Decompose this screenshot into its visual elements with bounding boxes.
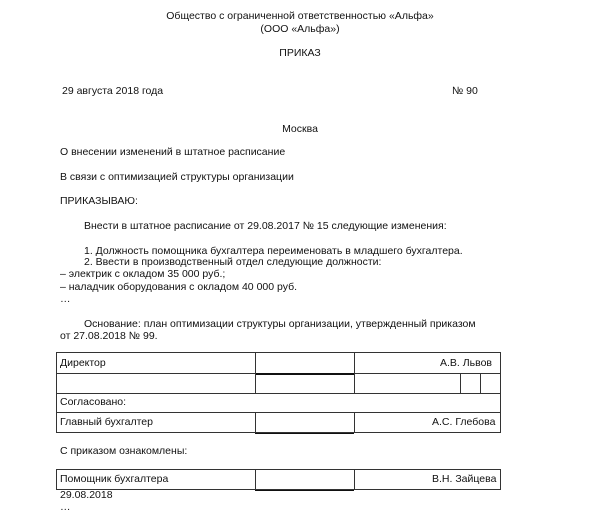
order-intro: Внести в штатное расписание от 29.08.2017 № 15 следующие изменения: (84, 220, 447, 232)
table-column-line (354, 352, 355, 393)
order-reason: В связи с оптимизацией структуры организации (60, 171, 294, 183)
document-type: ПРИКАЗ (279, 47, 321, 59)
director-name: А.В. Львов (440, 357, 492, 369)
order-number: № 90 (452, 85, 478, 97)
table-border-right (500, 352, 501, 432)
table-divider (56, 432, 501, 433)
table-border-right (500, 469, 501, 489)
table-column-line (480, 373, 481, 393)
table-border-top (56, 352, 501, 353)
assistant-date: 29.08.2018 (60, 489, 113, 501)
assistant-title: Помощник бухгалтера (60, 473, 169, 485)
assistant-name: В.Н. Зайцева (432, 473, 497, 485)
table-column-line (255, 469, 256, 489)
agreed-label: Согласовано: (60, 396, 127, 408)
chief-accountant-title: Главный бухгалтер (60, 416, 153, 428)
table-column-line (255, 352, 256, 393)
table-border-left (56, 352, 57, 432)
order-word: ПРИКАЗЫВАЮ: (60, 195, 138, 207)
chief-accountant-name: А.С. Глебова (432, 416, 496, 428)
table-divider (56, 412, 501, 413)
basis-line-2: от 27.08.2018 № 99. (60, 330, 158, 342)
company-full-name: Общество с ограниченной ответственностью «Альфа» (166, 10, 434, 22)
body-ellipsis: … (60, 293, 71, 305)
table-column-line (354, 469, 355, 489)
order-item-2: 2. Ввести в производственный отдел следующие должности: (84, 256, 382, 268)
trailing-ellipsis: … (60, 501, 71, 513)
order-subitem-1: – электрик с окладом 35 000 руб.; (60, 268, 226, 280)
director-title: Директор (60, 357, 106, 369)
table-border-left (56, 469, 57, 489)
table-column-line (354, 412, 355, 432)
table-divider (56, 393, 501, 394)
acquainted-label: С приказом ознакомлены: (60, 445, 188, 457)
order-item-1: 1. Должность помощника бухгалтера переименовать в младшего бухгалтера. (84, 245, 463, 257)
basis-line-1: Основание: план оптимизации структуры организации, утвержденный приказом (84, 318, 476, 330)
director-signature-line (255, 373, 354, 375)
table-divider (56, 469, 501, 470)
table-divider (56, 489, 501, 490)
table-column-line (460, 373, 461, 393)
company-short-name: (ООО «Альфа») (260, 23, 340, 35)
order-date: 29 августа 2018 года (62, 85, 164, 97)
order-subitem-2: – наладчик оборудования с окладом 40 000 руб. (60, 281, 298, 293)
table-column-line (255, 412, 256, 432)
order-subject: О внесении изменений в штатное расписание (60, 146, 286, 158)
city: Москва (282, 123, 318, 135)
